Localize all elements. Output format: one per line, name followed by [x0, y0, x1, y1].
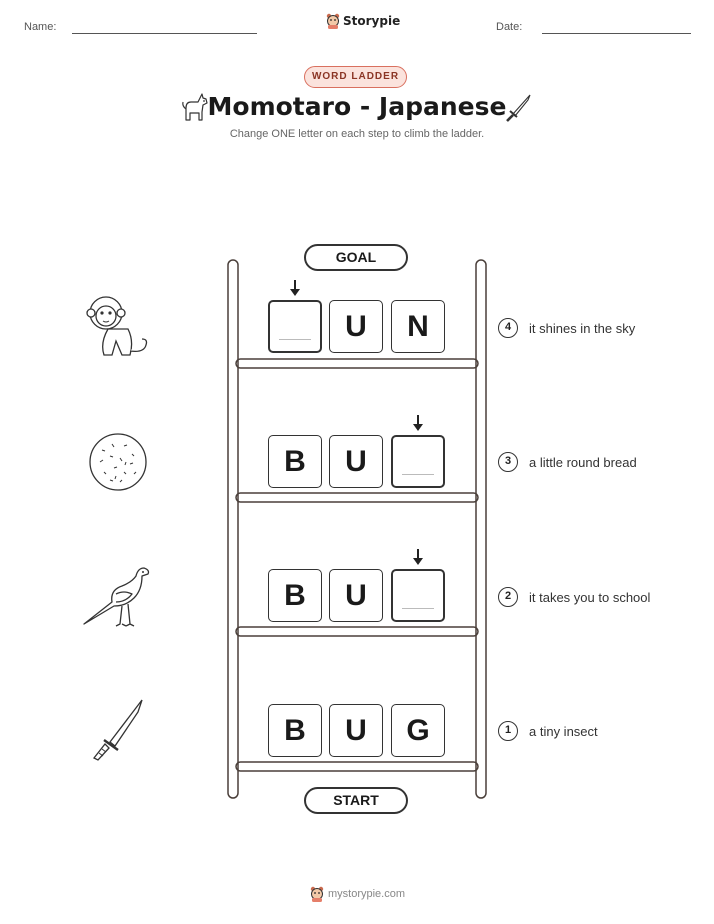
monkey-icon: [86, 293, 150, 361]
page-title: Momotaro - Japanese: [207, 92, 507, 121]
brand-name: Storypie: [343, 14, 401, 28]
instructions: Change ONE letter on each step to climb the ladder.: [229, 128, 485, 140]
letter-tile-1-2[interactable]: U: [329, 704, 383, 757]
letter-tile-3-2[interactable]: U: [329, 435, 383, 488]
letter-tile-3-1[interactable]: B: [268, 435, 322, 488]
ladder-right-rail: [476, 260, 486, 798]
rice-ball-icon: [86, 432, 150, 492]
date-label: Date:: [496, 21, 523, 33]
step-number-1: 1: [498, 721, 518, 741]
bear-logo-icon: [310, 886, 324, 902]
pheasant-icon: [82, 564, 154, 630]
ladder-rung-1: [236, 762, 478, 771]
clue-1: a tiny insect: [529, 724, 598, 739]
clue-4: it shines in the sky: [529, 321, 636, 336]
goal-label: GOAL: [304, 244, 408, 271]
letter-tile-2-2[interactable]: U: [329, 569, 383, 622]
ladder-left-rail: [228, 260, 238, 798]
letter-tile-4-2[interactable]: U: [329, 300, 383, 353]
letter-tile-2-1[interactable]: B: [268, 569, 322, 622]
change-arrow-icon: [412, 414, 424, 432]
footer: [310, 886, 405, 902]
worksheet-type-badge: WORD LADDER: [304, 66, 407, 88]
footer-site[interactable]: mystorypie.com: [328, 888, 406, 900]
step-number-4: 4: [498, 318, 518, 338]
step-number-3: 3: [498, 452, 518, 472]
letter-tile-1-3[interactable]: G: [391, 704, 445, 757]
katana-icon: [90, 698, 146, 764]
letter-tile-4-3[interactable]: N: [391, 300, 445, 353]
letter-tile-2-3[interactable]: [391, 569, 445, 622]
step-number-2: 2: [498, 587, 518, 607]
clue-2: it takes you to school: [529, 590, 651, 605]
change-arrow-icon: [289, 279, 301, 297]
change-arrow-icon: [412, 548, 424, 566]
letter-tile-4-1[interactable]: [268, 300, 322, 353]
ladder-rung-3: [236, 493, 478, 502]
start-label: START: [304, 787, 408, 814]
letter-tile-1-1[interactable]: B: [268, 704, 322, 757]
ladder-rung-4: [236, 359, 478, 368]
name-label: Name:: [24, 21, 57, 33]
clue-3: a little round bread: [529, 455, 637, 470]
letter-tile-3-3[interactable]: [391, 435, 445, 488]
ladder-rung-2: [236, 627, 478, 636]
